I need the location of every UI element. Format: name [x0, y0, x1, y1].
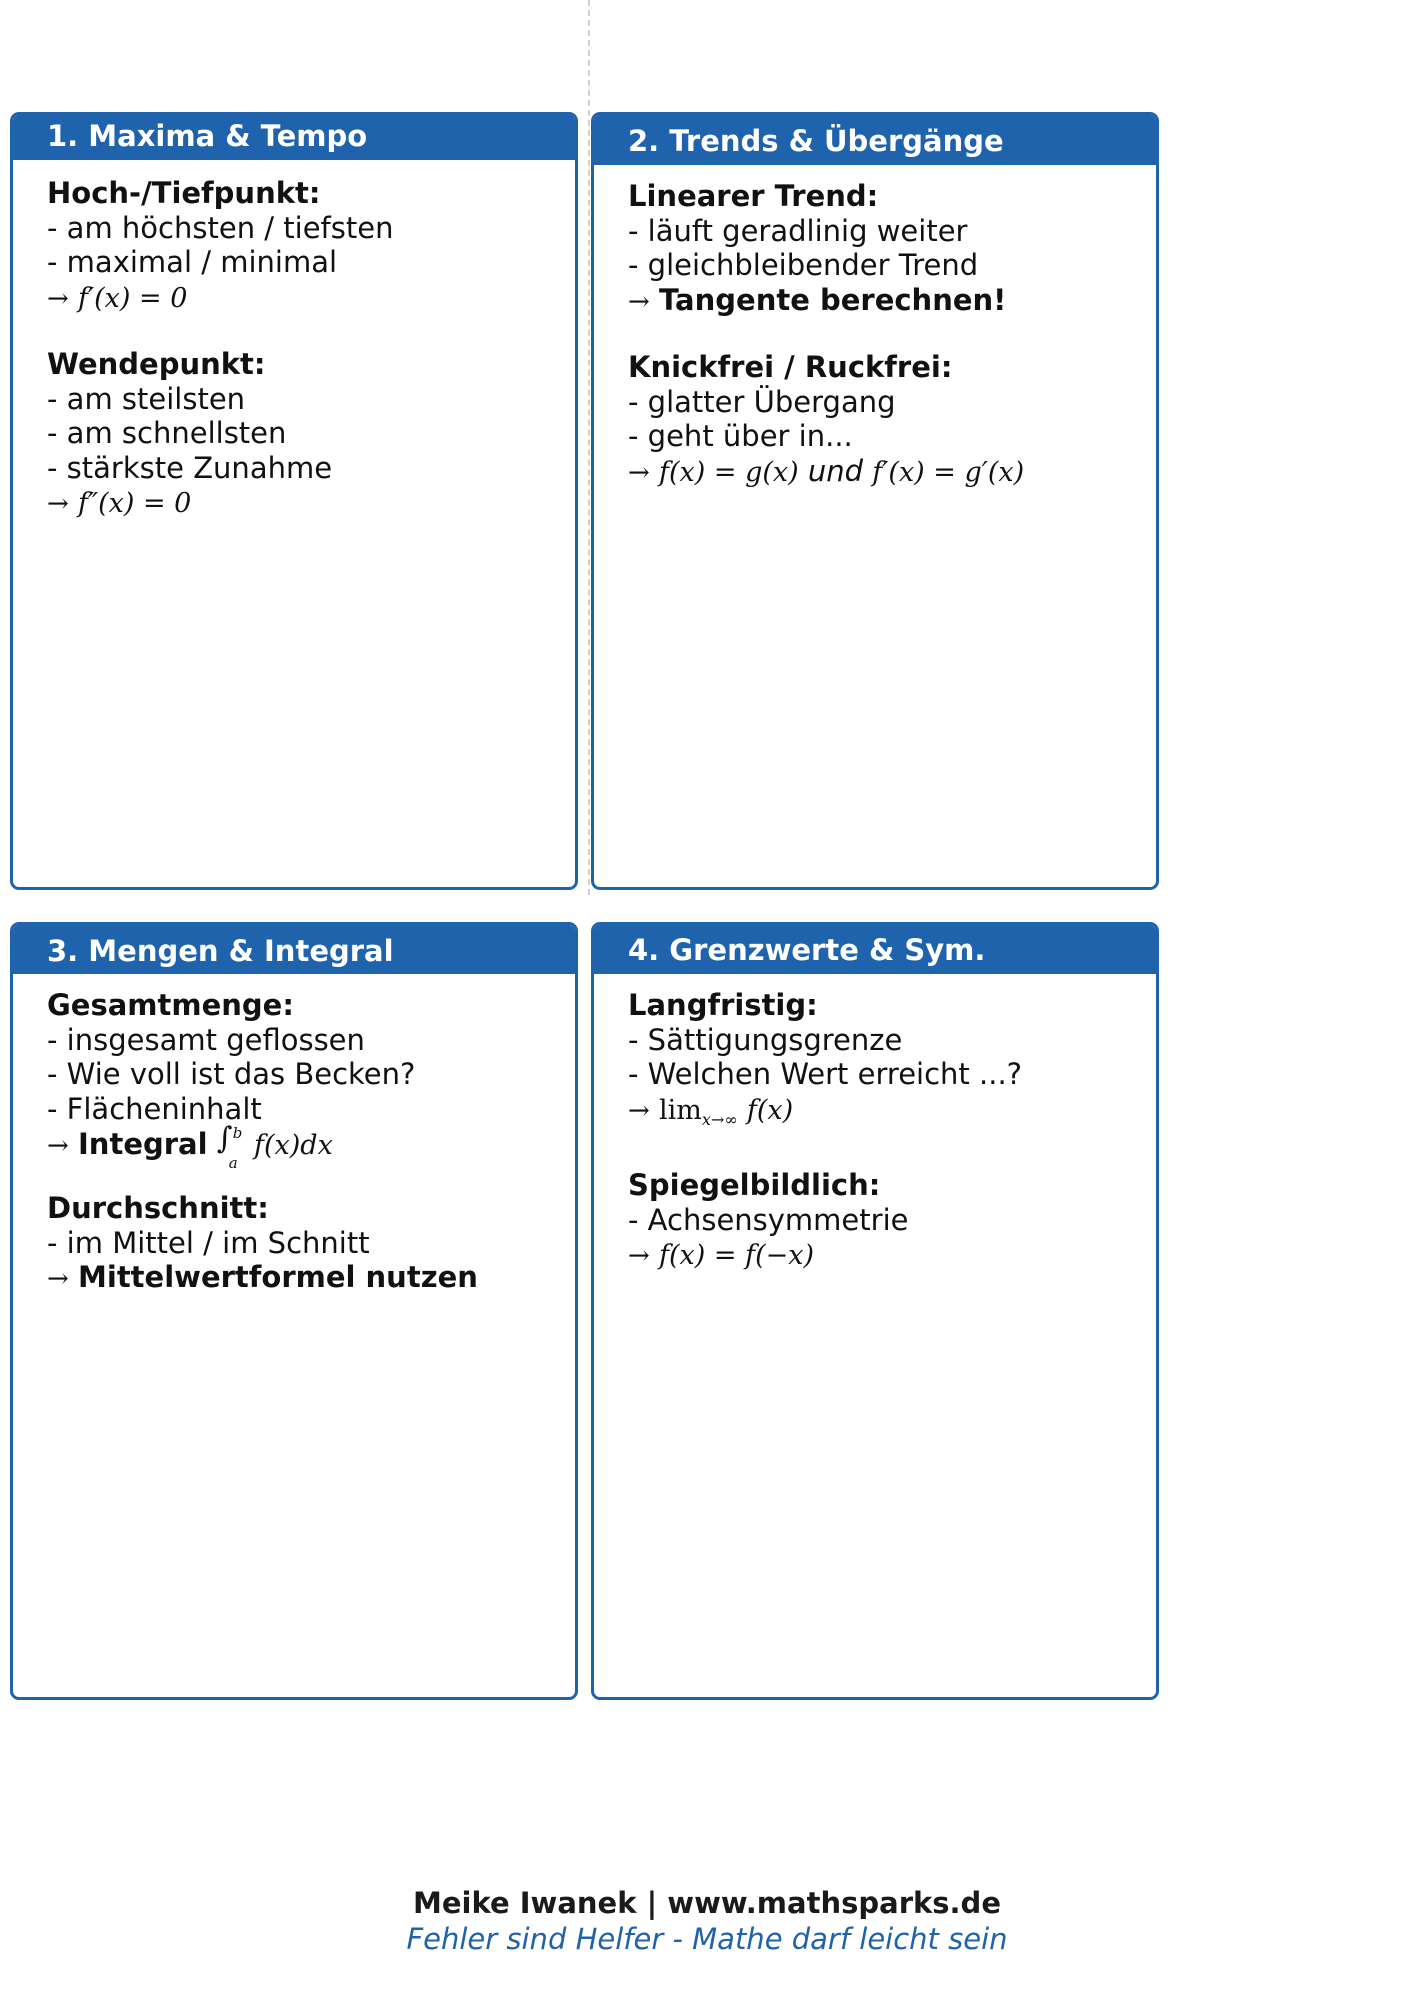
integral-lower-bound: a — [228, 1154, 238, 1172]
result-line — [628, 454, 1156, 491]
arrow-icon: → — [628, 1241, 650, 1271]
section-heading: Gesamtmenge: — [47, 988, 294, 1022]
bullet-line: - am höchsten / tiefsten — [47, 210, 394, 245]
bullet-line: - geht über in... — [628, 419, 853, 453]
arrow-icon: → — [47, 489, 69, 519]
result-line — [47, 1260, 575, 1297]
bullet-line: - Wie voll ist das Becken? — [47, 1057, 416, 1091]
section-heading: Linearer Trend: — [628, 179, 879, 213]
section-heading: Spiegelbildlich: — [628, 1168, 881, 1202]
card-body — [13, 974, 575, 1297]
section-heading: Langfristig: — [628, 988, 818, 1022]
card-maxima-tempo — [10, 112, 578, 890]
bullet-line: - glatter Übergang — [628, 384, 896, 419]
result-text: Tangente berechnen! — [659, 282, 1007, 317]
result-line — [47, 280, 575, 317]
card-title: 4. Grenzwerte & Sym. — [594, 925, 1156, 974]
section-linearer-trend — [628, 179, 1156, 319]
bullet-line: - maximal / minimal — [47, 245, 338, 279]
formula: f′(x) = 0 — [78, 282, 188, 314]
limit-subscript: x→∞ — [701, 1109, 738, 1129]
cut-guide-line — [588, 0, 590, 895]
section-gesamtmenge — [47, 988, 575, 1172]
formula: f′(x) = g′(x) — [872, 456, 1025, 488]
result-text: Mittelwertformel nutzen — [78, 1260, 478, 1294]
formula: f(x) — [746, 1094, 794, 1126]
card-title: 1. Maxima & Tempo — [13, 115, 575, 160]
formula: f(x) = g(x) — [659, 456, 799, 488]
section-durchschnitt — [47, 1191, 575, 1297]
card-trends-uebergaenge — [591, 112, 1159, 890]
formula: f(x) = f(−x) — [659, 1240, 815, 1271]
formula: f(x)dx — [254, 1130, 333, 1161]
arrow-icon: → — [628, 286, 650, 317]
section-spiegelbildlich — [628, 1168, 1156, 1274]
bullet-line: - gleichbleibender Trend — [628, 248, 979, 282]
result-line — [47, 485, 575, 522]
formula: f″(x) = 0 — [78, 488, 192, 519]
arrow-icon: → — [47, 1131, 69, 1161]
integral-upper-bound: b — [232, 1124, 243, 1142]
bullet-line: - im Mittel / im Schnitt — [47, 1225, 370, 1260]
card-grenzwerte-sym — [591, 922, 1159, 1700]
result-text: Integral — [78, 1127, 208, 1161]
limit-operator: lim — [659, 1094, 702, 1126]
integral-icon: ∫ b a — [217, 1126, 245, 1160]
bullet-line: - am steilsten — [47, 381, 246, 416]
bullet-line: - läuft geradlinig weiter — [628, 213, 968, 248]
bullet-line: - insgesamt geflossen — [47, 1022, 365, 1057]
section-heading: Hoch-/Tiefpunkt: — [47, 176, 321, 210]
card-title: 3. Mengen & Integral — [13, 925, 575, 974]
arrow-icon: → — [628, 457, 650, 488]
result-line — [47, 1121, 575, 1172]
footer-slogan: Fehler sind Helfer - Mathe darf leicht sein — [406, 1922, 1008, 1956]
connector-text: und — [807, 453, 864, 488]
arrow-icon: → — [47, 283, 69, 314]
section-heading: Durchschnitt: — [47, 1191, 269, 1225]
section-langfristig — [628, 988, 1156, 1137]
footer — [0, 1885, 1414, 1957]
bullet-line: - Welchen Wert erreicht ...? — [628, 1057, 1023, 1091]
section-heading: Wendepunkt: — [47, 347, 266, 381]
section-knickfrei — [628, 350, 1156, 490]
section-hochpunkt — [47, 176, 575, 316]
bullet-line: - am schnellsten — [47, 416, 287, 450]
section-wendepunkt — [47, 347, 575, 522]
bullet-line: - Flächeninhalt — [47, 1091, 262, 1126]
footer-author: Meike Iwanek | www.mathsparks.de — [413, 1886, 1001, 1920]
card-body — [594, 974, 1156, 1274]
result-line — [628, 1237, 1156, 1274]
result-line — [628, 1092, 1156, 1138]
bullet-line: - stärkste Zunahme — [47, 450, 333, 485]
card-body — [13, 160, 575, 522]
card-body — [594, 165, 1156, 490]
card-mengen-integral — [10, 922, 578, 1700]
section-heading: Knickfrei / Ruckfrei: — [628, 350, 953, 384]
result-line — [628, 283, 1156, 320]
bullet-line: - Sättigungsgrenze — [628, 1022, 903, 1057]
bullet-line: - Achsensymmetrie — [628, 1202, 909, 1237]
card-title: 2. Trends & Übergänge — [594, 115, 1156, 165]
arrow-icon: → — [628, 1095, 650, 1126]
arrow-icon: → — [47, 1264, 69, 1294]
